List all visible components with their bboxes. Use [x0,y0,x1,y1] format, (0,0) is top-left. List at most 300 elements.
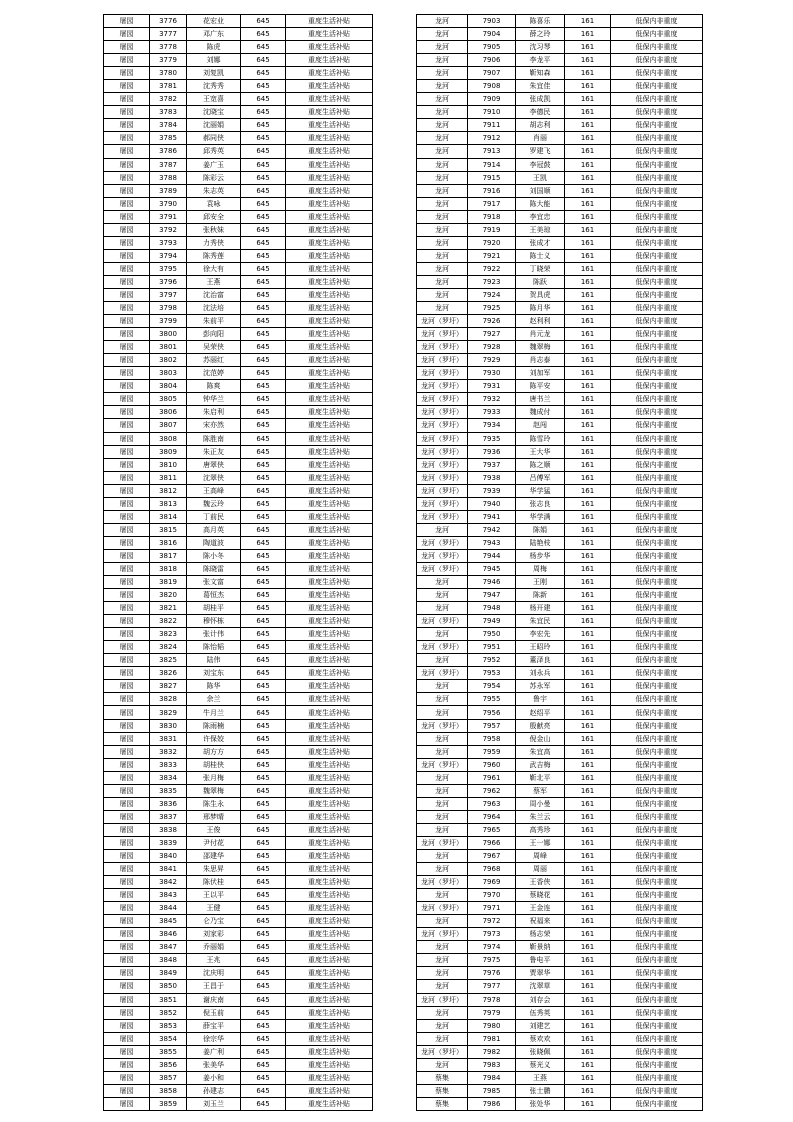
area-cell: 龙河（罗圩） [417,876,468,889]
subsidy-type-cell: 低保内非重度 [611,902,703,915]
subsidy-type-cell: 低保内非重度 [611,28,703,41]
area-cell: 屠园 [104,615,150,628]
serial-number-cell: 3797 [150,288,187,301]
serial-number-cell: 3851 [150,993,187,1006]
amount-cell: 645 [241,993,286,1006]
amount-cell: 645 [241,654,286,667]
serial-number-cell: 7973 [468,928,516,941]
subsidy-type-cell: 低保内非重度 [611,302,703,315]
serial-number-cell: 7917 [468,197,516,210]
amount-cell: 161 [565,850,611,863]
amount-cell: 645 [241,758,286,771]
table-row [417,706,703,719]
area-cell: 屠园 [104,275,150,288]
subsidy-type-cell: 低保内非重度 [611,393,703,406]
subsidy-type-cell: 重度生活补贴 [286,536,373,549]
serial-number-cell: 3858 [150,1084,187,1097]
name-cell: 李龙平 [516,54,565,67]
subsidy-type-cell: 重度生活补贴 [286,484,373,497]
subsidy-type-cell: 重度生活补贴 [286,80,373,93]
amount-cell: 645 [241,602,286,615]
serial-number-cell: 3838 [150,823,187,836]
serial-number-cell: 3818 [150,562,187,575]
amount-cell: 645 [241,562,286,575]
serial-number-cell: 3859 [150,1097,187,1110]
area-cell: 屠园 [104,445,150,458]
name-cell: 周梅 [516,562,565,575]
serial-number-cell: 3857 [150,1071,187,1084]
subsidy-type-cell: 重度生活补贴 [286,1006,373,1019]
area-cell: 屠园 [104,223,150,236]
area-cell: 屠园 [104,680,150,693]
name-cell: 沈治富 [187,288,241,301]
area-cell: 龙河 [417,941,468,954]
subsidy-type-cell: 重度生活补贴 [286,236,373,249]
subsidy-type-cell: 重度生活补贴 [286,654,373,667]
amount-cell: 645 [241,980,286,993]
area-cell: 龙河（罗圩） [417,406,468,419]
subsidy-type-cell: 重度生活补贴 [286,393,373,406]
area-cell: 屠园 [104,915,150,928]
name-cell: 陈爽 [187,380,241,393]
area-cell: 龙河（罗圩） [417,419,468,432]
subsidy-type-cell: 低保内非重度 [611,106,703,119]
table-row [104,328,373,341]
amount-cell: 645 [241,1097,286,1110]
table-row [104,484,373,497]
name-cell: 沈晓宝 [187,106,241,119]
table-row [104,15,373,28]
subsidy-type-cell: 重度生活补贴 [286,745,373,758]
serial-number-cell: 3808 [150,432,187,445]
amount-cell: 161 [565,236,611,249]
area-cell: 龙河 [417,1058,468,1071]
serial-number-cell: 7937 [468,458,516,471]
amount-cell: 161 [565,119,611,132]
subsidy-type-cell: 低保内非重度 [611,484,703,497]
name-cell: 姜广利 [187,1045,241,1058]
name-cell: 张美华 [187,1058,241,1071]
subsidy-type-cell: 重度生活补贴 [286,954,373,967]
amount-cell: 161 [565,928,611,941]
table-row [104,380,373,393]
serial-number-cell: 7969 [468,876,516,889]
area-cell: 屠园 [104,1097,150,1110]
name-cell: 王以平 [187,889,241,902]
name-cell: 陈虎 [187,41,241,54]
name-cell: 陈月华 [516,302,565,315]
serial-number-cell: 3854 [150,1032,187,1045]
subsidy-type-cell: 重度生活补贴 [286,902,373,915]
subsidy-type-cell: 重度生活补贴 [286,341,373,354]
name-cell: 邱安全 [187,210,241,223]
name-cell: 孙建志 [187,1084,241,1097]
subsidy-type-cell: 低保内非重度 [611,771,703,784]
area-cell: 屠园 [104,902,150,915]
subsidy-type-cell: 重度生活补贴 [286,328,373,341]
serial-number-cell: 3829 [150,706,187,719]
table-row [417,680,703,693]
table-row [417,667,703,680]
amount-cell: 161 [565,288,611,301]
table-row [417,654,703,667]
area-cell: 龙河（罗圩） [417,758,468,771]
name-cell: 陆艳枝 [516,536,565,549]
serial-number-cell: 3803 [150,367,187,380]
area-cell: 屠园 [104,210,150,223]
area-cell: 龙河 [417,889,468,902]
serial-number-cell: 7982 [468,1045,516,1058]
table-row [104,745,373,758]
subsidy-type-cell: 重度生活补贴 [286,380,373,393]
table-row [417,197,703,210]
table-row [417,771,703,784]
serial-number-cell: 7934 [468,419,516,432]
area-cell: 屠园 [104,132,150,145]
amount-cell: 161 [565,497,611,510]
amount-cell: 161 [565,1097,611,1110]
area-cell: 蔡集 [417,1071,468,1084]
subsidy-type-cell: 重度生活补贴 [286,1019,373,1032]
amount-cell: 161 [565,836,611,849]
area-cell: 屠园 [104,758,150,771]
area-cell: 屠园 [104,980,150,993]
table-row [104,406,373,419]
name-cell: 王兆 [187,954,241,967]
area-cell: 屠园 [104,119,150,132]
subsidy-type-cell: 重度生活补贴 [286,576,373,589]
amount-cell: 161 [565,315,611,328]
subsidy-type-cell: 重度生活补贴 [286,797,373,810]
serial-number-cell: 3820 [150,589,187,602]
name-cell: 苏永军 [516,680,565,693]
subsidy-type-cell: 重度生活补贴 [286,693,373,706]
right-table-body [417,15,703,1111]
subsidy-type-cell: 重度生活补贴 [286,928,373,941]
table-row [104,393,373,406]
name-cell: 王大华 [516,445,565,458]
table-row [417,262,703,275]
area-cell: 屠园 [104,15,150,28]
table-row [104,458,373,471]
table-row [417,132,703,145]
area-cell: 龙河 [417,1019,468,1032]
subsidy-type-cell: 低保内非重度 [611,889,703,902]
serial-number-cell: 7916 [468,184,516,197]
amount-cell: 161 [565,732,611,745]
amount-cell: 645 [241,132,286,145]
name-cell: 穆怀栋 [187,615,241,628]
area-cell: 龙河 [417,1006,468,1019]
name-cell: 蔡光义 [516,1058,565,1071]
area-cell: 龙河（罗圩） [417,458,468,471]
name-cell: 魏翠梅 [187,784,241,797]
table-row [104,1071,373,1084]
area-cell: 屠园 [104,315,150,328]
table-row [417,497,703,510]
serial-number-cell: 3783 [150,106,187,119]
name-cell: 王燕 [187,275,241,288]
name-cell: 吴荣侠 [187,341,241,354]
table-row [417,745,703,758]
serial-number-cell: 3792 [150,223,187,236]
serial-number-cell: 7951 [468,641,516,654]
name-cell: 陈胜南 [187,432,241,445]
serial-number-cell: 3839 [150,836,187,849]
amount-cell: 161 [565,393,611,406]
table-row [104,158,373,171]
name-cell: 乔丽娟 [187,941,241,954]
subsidy-type-cell: 重度生活补贴 [286,367,373,380]
area-cell: 龙河 [417,602,468,615]
area-cell: 龙河（罗圩） [417,315,468,328]
name-cell: 尹付花 [187,836,241,849]
amount-cell: 645 [241,119,286,132]
amount-cell: 645 [241,628,286,641]
name-cell: 王金连 [516,902,565,915]
name-cell: 周小曼 [516,797,565,810]
serial-number-cell: 3814 [150,510,187,523]
table-row [417,471,703,484]
area-cell: 龙河（罗圩） [417,928,468,941]
amount-cell: 645 [241,328,286,341]
serial-number-cell: 3821 [150,602,187,615]
amount-cell: 161 [565,510,611,523]
area-cell: 蔡集 [417,1097,468,1110]
area-cell: 龙河（罗圩） [417,367,468,380]
area-cell: 屠园 [104,641,150,654]
area-cell: 龙河 [417,223,468,236]
serial-number-cell: 7971 [468,902,516,915]
table-row [104,797,373,810]
subsidy-type-cell: 低保内非重度 [611,745,703,758]
area-cell: 屠园 [104,106,150,119]
subsidy-type-cell: 重度生活补贴 [286,706,373,719]
serial-number-cell: 7938 [468,471,516,484]
subsidy-type-cell: 低保内非重度 [611,680,703,693]
name-cell: 丁前民 [187,510,241,523]
table-row [104,315,373,328]
area-cell: 屠园 [104,771,150,784]
amount-cell: 645 [241,836,286,849]
table-row [417,719,703,732]
serial-number-cell: 7967 [468,850,516,863]
amount-cell: 645 [241,928,286,941]
table-row [417,28,703,41]
name-cell: 陈之顺 [516,458,565,471]
name-cell: 华学猛 [516,484,565,497]
name-cell: 肖丽 [516,132,565,145]
table-row [417,223,703,236]
area-cell: 龙河 [417,967,468,980]
table-row [104,680,373,693]
amount-cell: 645 [241,719,286,732]
amount-cell: 161 [565,562,611,575]
area-cell: 屠园 [104,576,150,589]
area-cell: 龙河 [417,823,468,836]
table-row [104,302,373,315]
area-cell: 屠园 [104,93,150,106]
table-row [104,28,373,41]
name-cell: 张志良 [516,497,565,510]
name-cell: 朱宜民 [516,615,565,628]
area-cell: 屠园 [104,693,150,706]
table-row [417,784,703,797]
subsidy-type-cell: 重度生活补贴 [286,158,373,171]
table-row [417,967,703,980]
amount-cell: 161 [565,484,611,497]
table-row [417,249,703,262]
subsidy-type-cell: 低保内非重度 [611,1032,703,1045]
table-row [104,993,373,1006]
area-cell: 屠园 [104,302,150,315]
amount-cell: 645 [241,1032,286,1045]
name-cell: 苏丽红 [187,354,241,367]
amount-cell: 645 [241,680,286,693]
amount-cell: 645 [241,667,286,680]
table-row [417,432,703,445]
area-cell: 龙河（罗圩） [417,562,468,575]
name-cell: 张计伟 [187,628,241,641]
name-cell: 刘宝东 [187,667,241,680]
table-row [417,823,703,836]
serial-number-cell: 7936 [468,445,516,458]
name-cell: 赵利利 [516,315,565,328]
serial-number-cell: 3806 [150,406,187,419]
amount-cell: 645 [241,158,286,171]
subsidy-type-cell: 重度生活补贴 [286,132,373,145]
amount-cell: 645 [241,771,286,784]
table-row [104,223,373,236]
amount-cell: 645 [241,393,286,406]
table-row [104,576,373,589]
area-cell: 龙河 [417,745,468,758]
serial-number-cell: 3852 [150,1006,187,1019]
amount-cell: 645 [241,275,286,288]
area-cell: 屠园 [104,667,150,680]
name-cell: 张处华 [516,1097,565,1110]
name-cell: 李宏先 [516,628,565,641]
table-row [104,523,373,536]
table-row [104,510,373,523]
amount-cell: 645 [241,28,286,41]
subsidy-type-cell: 重度生活补贴 [286,980,373,993]
name-cell: 王宽喜 [187,93,241,106]
area-cell: 屠园 [104,589,150,602]
name-cell: 王昌于 [187,980,241,993]
subsidy-type-cell: 重度生活补贴 [286,823,373,836]
serial-number-cell: 3837 [150,810,187,823]
area-cell: 龙河 [417,302,468,315]
name-cell: 陈喜乐 [516,15,565,28]
area-cell: 龙河 [417,236,468,249]
serial-number-cell: 3855 [150,1045,187,1058]
serial-number-cell: 3835 [150,784,187,797]
serial-number-cell: 7950 [468,628,516,641]
subsidy-type-cell: 低保内非重度 [611,41,703,54]
subsidy-type-cell: 低保内非重度 [611,758,703,771]
table-row [417,641,703,654]
amount-cell: 161 [565,41,611,54]
table-row [417,93,703,106]
name-cell: 陈大能 [516,197,565,210]
serial-number-cell: 7983 [468,1058,516,1071]
area-cell: 龙河 [417,523,468,536]
area-cell: 龙河 [417,654,468,667]
table-row [417,889,703,902]
table-row [417,836,703,849]
serial-number-cell: 7977 [468,980,516,993]
area-cell: 屠园 [104,184,150,197]
area-cell: 龙河（罗圩） [417,902,468,915]
serial-number-cell: 7918 [468,210,516,223]
amount-cell: 161 [565,328,611,341]
area-cell: 龙河（罗圩） [417,484,468,497]
subsidy-type-cell: 重度生活补贴 [286,406,373,419]
serial-number-cell: 3816 [150,536,187,549]
area-cell: 龙河 [417,67,468,80]
table-row [417,758,703,771]
amount-cell: 161 [565,54,611,67]
name-cell: 朱志英 [187,184,241,197]
area-cell: 龙河 [417,980,468,993]
table-row [104,367,373,380]
name-cell: 靳知森 [516,67,565,80]
table-row [104,262,373,275]
area-cell: 龙河 [417,132,468,145]
table-row [104,602,373,615]
serial-number-cell: 3833 [150,758,187,771]
name-cell: 徐宗华 [187,1032,241,1045]
amount-cell: 161 [565,719,611,732]
serial-number-cell: 3825 [150,654,187,667]
subsidy-type-cell: 重度生活补贴 [286,275,373,288]
subsidy-type-cell: 低保内非重度 [611,954,703,967]
subsidy-type-cell: 重度生活补贴 [286,771,373,784]
table-row [104,1006,373,1019]
table-row [104,719,373,732]
name-cell: 郝同侠 [187,132,241,145]
serial-number-cell: 7945 [468,562,516,575]
name-cell: 邱秀英 [187,145,241,158]
serial-number-cell: 7913 [468,145,516,158]
amount-cell: 645 [241,458,286,471]
table-row [104,471,373,484]
subsidy-type-cell: 低保内非重度 [611,993,703,1006]
serial-number-cell: 7933 [468,406,516,419]
area-cell: 龙河（罗圩） [417,380,468,393]
amount-cell: 161 [565,863,611,876]
table-row [104,615,373,628]
amount-cell: 645 [241,1045,286,1058]
name-cell: 王一娜 [516,836,565,849]
serial-number-cell: 3822 [150,615,187,628]
table-row [104,1032,373,1045]
area-cell: 屠园 [104,836,150,849]
table-row [417,80,703,93]
subsidy-type-cell: 低保内非重度 [611,315,703,328]
amount-cell: 645 [241,315,286,328]
amount-cell: 161 [565,784,611,797]
area-cell: 屠园 [104,393,150,406]
serial-number-cell: 3804 [150,380,187,393]
table-row [104,1097,373,1110]
subsidy-type-cell: 重度生活补贴 [286,223,373,236]
table-row [417,288,703,301]
amount-cell: 645 [241,197,286,210]
serial-number-cell: 7904 [468,28,516,41]
area-cell: 屠园 [104,80,150,93]
